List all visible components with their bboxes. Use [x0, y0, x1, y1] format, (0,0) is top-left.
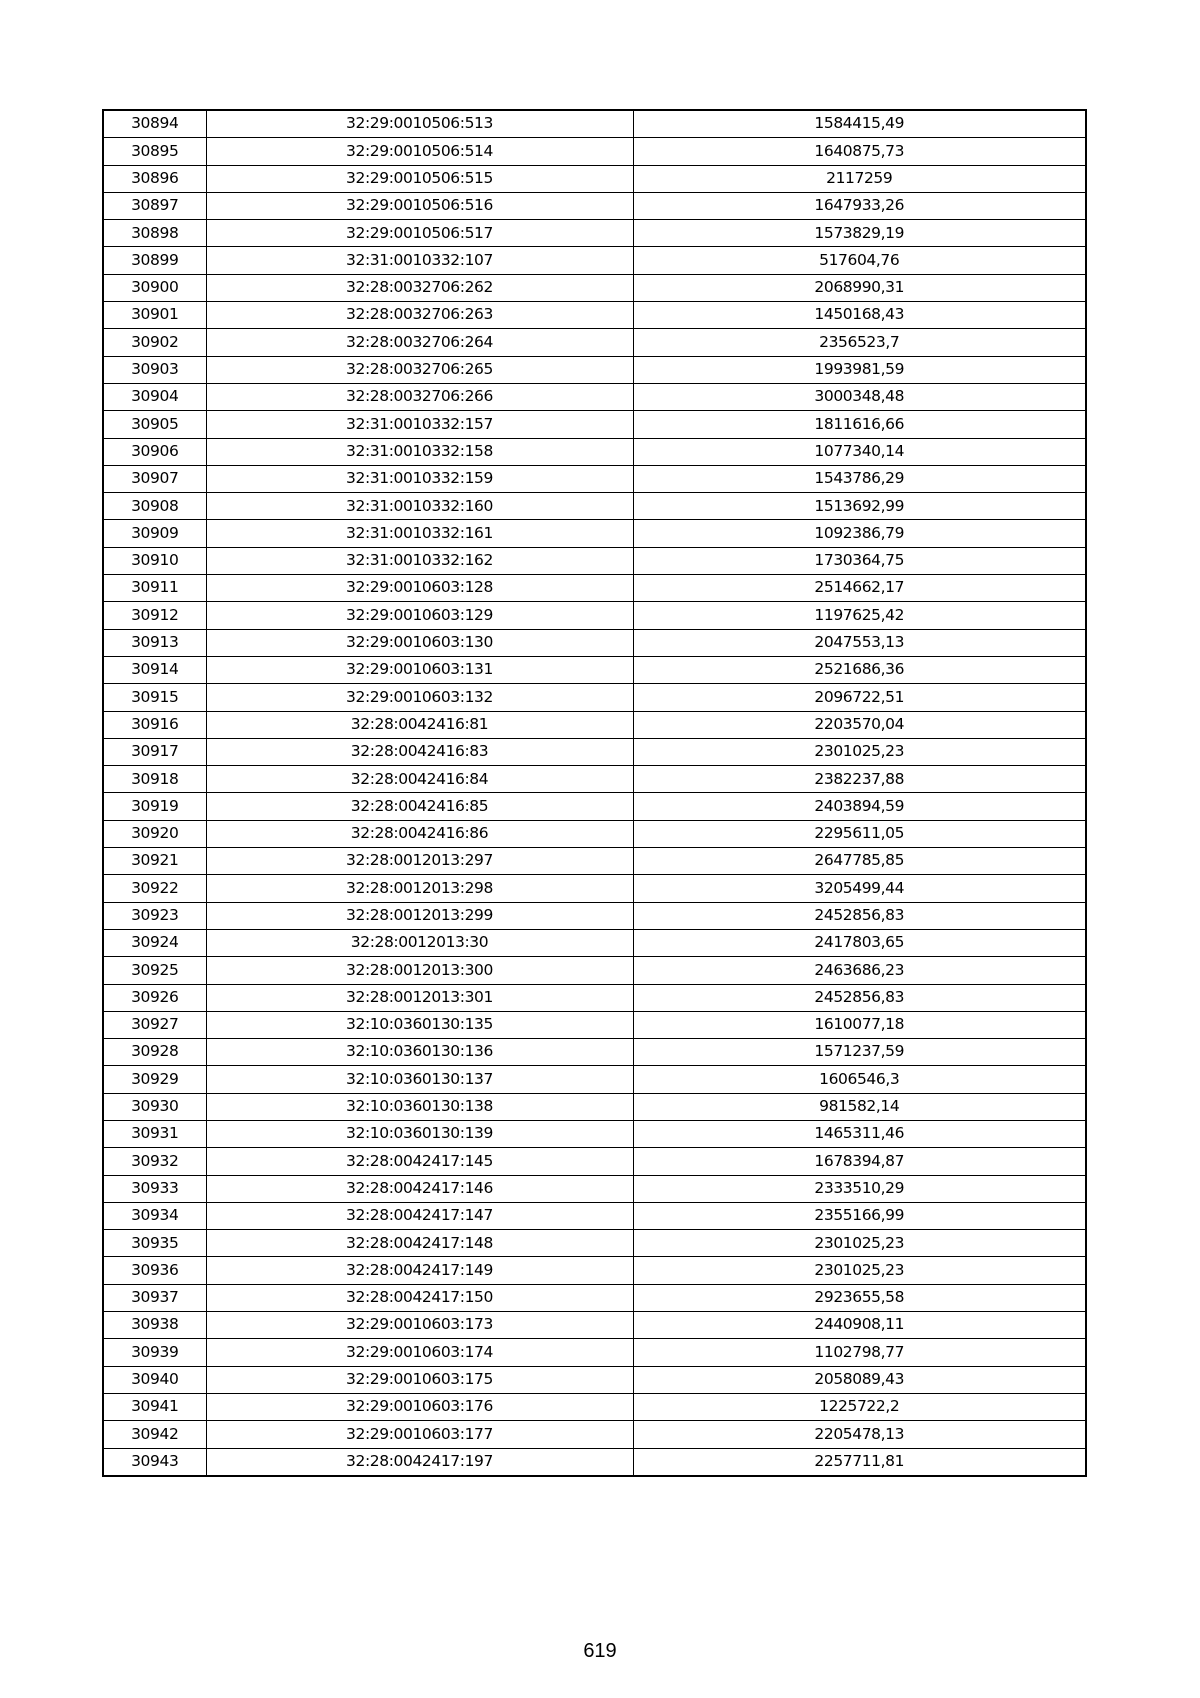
row-number-cell: 30897 [103, 192, 206, 219]
row-number-cell: 30924 [103, 929, 206, 956]
cadastral-number-cell: 32:31:0010332:157 [206, 411, 633, 438]
table-row [103, 1120, 1086, 1147]
row-number-cell: 30937 [103, 1284, 206, 1311]
cadastral-value-cell: 2463686,23 [633, 957, 1086, 984]
table-row [103, 575, 1086, 602]
row-number-cell: 30917 [103, 738, 206, 765]
table-row [103, 1312, 1086, 1339]
row-number-cell: 30910 [103, 547, 206, 574]
cadastral-number-cell: 32:10:0360130:139 [206, 1120, 633, 1147]
table-row [103, 493, 1086, 520]
cadastral-number-cell: 32:31:0010332:160 [206, 493, 633, 520]
row-number-cell: 30927 [103, 1011, 206, 1038]
row-number-cell: 30939 [103, 1339, 206, 1366]
cadastral-number-cell: 32:28:0032706:265 [206, 356, 633, 383]
cadastral-value-cell: 2096722,51 [633, 684, 1086, 711]
row-number-cell: 30901 [103, 302, 206, 329]
table-row [103, 302, 1086, 329]
table-row [103, 902, 1086, 929]
row-number-cell: 30922 [103, 875, 206, 902]
cadastral-value-cell: 2295611,05 [633, 820, 1086, 847]
cadastral-value-cell: 2301025,23 [633, 1257, 1086, 1284]
cadastral-number-cell: 32:28:0032706:264 [206, 329, 633, 356]
cadastral-value-cell: 2355166,99 [633, 1202, 1086, 1229]
table-row [103, 520, 1086, 547]
cadastral-value-cell: 1811616,66 [633, 411, 1086, 438]
cadastral-value-cell: 2203570,04 [633, 711, 1086, 738]
table-row [103, 356, 1086, 383]
cadastral-value-table [102, 109, 1087, 1477]
cadastral-value-cell: 2382237,88 [633, 766, 1086, 793]
table-row [103, 793, 1086, 820]
row-number-cell: 30914 [103, 656, 206, 683]
table-row [103, 1448, 1086, 1476]
row-number-cell: 30926 [103, 984, 206, 1011]
cadastral-number-cell: 32:10:0360130:137 [206, 1066, 633, 1093]
row-number-cell: 30943 [103, 1448, 206, 1476]
row-number-cell: 30941 [103, 1393, 206, 1420]
cadastral-value-cell: 1571237,59 [633, 1039, 1086, 1066]
row-number-cell: 30894 [103, 110, 206, 138]
cadastral-number-cell: 32:28:0042417:147 [206, 1202, 633, 1229]
cadastral-value-cell: 2047553,13 [633, 629, 1086, 656]
table-row [103, 929, 1086, 956]
cadastral-number-cell: 32:28:0042416:86 [206, 820, 633, 847]
cadastral-value-cell: 1543786,29 [633, 465, 1086, 492]
cadastral-number-cell: 32:28:0032706:262 [206, 274, 633, 301]
cadastral-number-cell: 32:29:0010603:174 [206, 1339, 633, 1366]
cadastral-number-cell: 32:28:0012013:301 [206, 984, 633, 1011]
cadastral-number-cell: 32:31:0010332:159 [206, 465, 633, 492]
table-row [103, 1339, 1086, 1366]
cadastral-value-cell: 2521686,36 [633, 656, 1086, 683]
table-row [103, 220, 1086, 247]
row-number-cell: 30906 [103, 438, 206, 465]
row-number-cell: 30919 [103, 793, 206, 820]
row-number-cell: 30902 [103, 329, 206, 356]
row-number-cell: 30907 [103, 465, 206, 492]
row-number-cell: 30900 [103, 274, 206, 301]
row-number-cell: 30899 [103, 247, 206, 274]
page-number: 619 [583, 1640, 617, 1662]
table-row [103, 1175, 1086, 1202]
cadastral-number-cell: 32:29:0010603:173 [206, 1312, 633, 1339]
table-row [103, 1284, 1086, 1311]
cadastral-number-cell: 32:28:0032706:263 [206, 302, 633, 329]
table-row [103, 383, 1086, 410]
row-number-cell: 30942 [103, 1421, 206, 1448]
cadastral-value-cell: 2452856,83 [633, 984, 1086, 1011]
table-row [103, 547, 1086, 574]
cadastral-number-cell: 32:29:0010603:176 [206, 1393, 633, 1420]
row-number-cell: 30903 [103, 356, 206, 383]
cadastral-value-cell: 2117259 [633, 165, 1086, 192]
table-row [103, 329, 1086, 356]
cadastral-value-cell: 1513692,99 [633, 493, 1086, 520]
cadastral-value-cell: 2452856,83 [633, 902, 1086, 929]
cadastral-number-cell: 32:29:0010603:130 [206, 629, 633, 656]
row-number-cell: 30933 [103, 1175, 206, 1202]
table-body [103, 110, 1086, 1476]
cadastral-number-cell: 32:29:0010506:517 [206, 220, 633, 247]
cadastral-value-cell: 1730364,75 [633, 547, 1086, 574]
row-number-cell: 30896 [103, 165, 206, 192]
cadastral-number-cell: 32:28:0012013:300 [206, 957, 633, 984]
cadastral-number-cell: 32:28:0042416:84 [206, 766, 633, 793]
cadastral-number-cell: 32:29:0010603:129 [206, 602, 633, 629]
row-number-cell: 30938 [103, 1312, 206, 1339]
table-row [103, 848, 1086, 875]
cadastral-value-cell: 2205478,13 [633, 1421, 1086, 1448]
table-row [103, 766, 1086, 793]
table-row [103, 684, 1086, 711]
cadastral-value-cell: 1640875,73 [633, 138, 1086, 165]
row-number-cell: 30930 [103, 1093, 206, 1120]
row-number-cell: 30915 [103, 684, 206, 711]
table-row [103, 656, 1086, 683]
table-row [103, 1230, 1086, 1257]
cadastral-number-cell: 32:28:0032706:266 [206, 383, 633, 410]
table-row [103, 411, 1086, 438]
cadastral-value-cell: 1102798,77 [633, 1339, 1086, 1366]
cadastral-value-cell: 2417803,65 [633, 929, 1086, 956]
table-row [103, 1066, 1086, 1093]
table-row [103, 1393, 1086, 1420]
cadastral-value-cell: 2301025,23 [633, 738, 1086, 765]
table-row [103, 465, 1086, 492]
cadastral-value-cell: 2403894,59 [633, 793, 1086, 820]
cadastral-value-cell: 1573829,19 [633, 220, 1086, 247]
row-number-cell: 30913 [103, 629, 206, 656]
row-number-cell: 30921 [103, 848, 206, 875]
cadastral-value-cell: 1197625,42 [633, 602, 1086, 629]
row-number-cell: 30895 [103, 138, 206, 165]
cadastral-number-cell: 32:28:0012013:299 [206, 902, 633, 929]
cadastral-number-cell: 32:29:0010603:128 [206, 575, 633, 602]
table-row [103, 110, 1086, 138]
row-number-cell: 30912 [103, 602, 206, 629]
cadastral-value-cell: 1077340,14 [633, 438, 1086, 465]
cadastral-number-cell: 32:31:0010332:107 [206, 247, 633, 274]
cadastral-number-cell: 32:28:0042417:149 [206, 1257, 633, 1284]
row-number-cell: 30905 [103, 411, 206, 438]
cadastral-value-cell: 1225722,2 [633, 1393, 1086, 1420]
row-number-cell: 30928 [103, 1039, 206, 1066]
cadastral-value-cell: 1584415,49 [633, 110, 1086, 138]
table-row [103, 711, 1086, 738]
row-number-cell: 30929 [103, 1066, 206, 1093]
cadastral-value-cell: 1678394,87 [633, 1148, 1086, 1175]
cadastral-number-cell: 32:29:0010506:515 [206, 165, 633, 192]
table-row [103, 438, 1086, 465]
cadastral-value-cell: 2333510,29 [633, 1175, 1086, 1202]
cadastral-number-cell: 32:28:0012013:30 [206, 929, 633, 956]
table-row [103, 1257, 1086, 1284]
table-row [103, 165, 1086, 192]
row-number-cell: 30934 [103, 1202, 206, 1229]
cadastral-number-cell: 32:29:0010603:177 [206, 1421, 633, 1448]
cadastral-number-cell: 32:28:0042416:85 [206, 793, 633, 820]
cadastral-number-cell: 32:28:0042417:148 [206, 1230, 633, 1257]
cadastral-value-cell: 1606546,3 [633, 1066, 1086, 1093]
table-row [103, 602, 1086, 629]
cadastral-number-cell: 32:29:0010506:516 [206, 192, 633, 219]
cadastral-number-cell: 32:31:0010332:158 [206, 438, 633, 465]
cadastral-value-cell: 2923655,58 [633, 1284, 1086, 1311]
table-row [103, 1202, 1086, 1229]
cadastral-number-cell: 32:28:0012013:297 [206, 848, 633, 875]
table-row [103, 192, 1086, 219]
row-number-cell: 30940 [103, 1366, 206, 1393]
row-number-cell: 30925 [103, 957, 206, 984]
cadastral-number-cell: 32:28:0042417:146 [206, 1175, 633, 1202]
cadastral-value-cell: 2440908,11 [633, 1312, 1086, 1339]
table-row [103, 138, 1086, 165]
table-row [103, 274, 1086, 301]
table-row [103, 1039, 1086, 1066]
cadastral-number-cell: 32:29:0010603:175 [206, 1366, 633, 1393]
cadastral-number-cell: 32:29:0010506:513 [206, 110, 633, 138]
row-number-cell: 30908 [103, 493, 206, 520]
cadastral-value-cell: 1993981,59 [633, 356, 1086, 383]
cadastral-value-cell: 3000348,48 [633, 383, 1086, 410]
table-row [103, 738, 1086, 765]
cadastral-value-cell: 1610077,18 [633, 1011, 1086, 1038]
cadastral-number-cell: 32:31:0010332:162 [206, 547, 633, 574]
table-row [103, 875, 1086, 902]
table-row [103, 629, 1086, 656]
cadastral-number-cell: 32:29:0010506:514 [206, 138, 633, 165]
cadastral-number-cell: 32:10:0360130:135 [206, 1011, 633, 1038]
cadastral-number-cell: 32:28:0042416:83 [206, 738, 633, 765]
cadastral-value-cell: 1450168,43 [633, 302, 1086, 329]
row-number-cell: 30916 [103, 711, 206, 738]
row-number-cell: 30898 [103, 220, 206, 247]
cadastral-value-cell: 2647785,85 [633, 848, 1086, 875]
cadastral-number-cell: 32:29:0010603:131 [206, 656, 633, 683]
cadastral-number-cell: 32:28:0042417:150 [206, 1284, 633, 1311]
row-number-cell: 30918 [103, 766, 206, 793]
row-number-cell: 30931 [103, 1120, 206, 1147]
cadastral-number-cell: 32:28:0042417:197 [206, 1448, 633, 1476]
cadastral-number-cell: 32:28:0042417:145 [206, 1148, 633, 1175]
cadastral-value-cell: 2514662,17 [633, 575, 1086, 602]
cadastral-value-cell: 1092386,79 [633, 520, 1086, 547]
cadastral-number-cell: 32:29:0010603:132 [206, 684, 633, 711]
cadastral-value-cell: 2257711,81 [633, 1448, 1086, 1476]
table-row [103, 247, 1086, 274]
cadastral-value-cell: 1465311,46 [633, 1120, 1086, 1147]
cadastral-value-cell: 981582,14 [633, 1093, 1086, 1120]
table-row [103, 1421, 1086, 1448]
row-number-cell: 30923 [103, 902, 206, 929]
row-number-cell: 30936 [103, 1257, 206, 1284]
cadastral-value-cell: 2068990,31 [633, 274, 1086, 301]
cadastral-number-cell: 32:28:0012013:298 [206, 875, 633, 902]
cadastral-value-cell: 517604,76 [633, 247, 1086, 274]
cadastral-value-cell: 1647933,26 [633, 192, 1086, 219]
table-row [103, 1148, 1086, 1175]
table-row [103, 984, 1086, 1011]
cadastral-number-cell: 32:10:0360130:136 [206, 1039, 633, 1066]
cadastral-value-cell: 2058089,43 [633, 1366, 1086, 1393]
table-row [103, 957, 1086, 984]
table-row [103, 820, 1086, 847]
row-number-cell: 30911 [103, 575, 206, 602]
row-number-cell: 30932 [103, 1148, 206, 1175]
row-number-cell: 30909 [103, 520, 206, 547]
cadastral-value-cell: 3205499,44 [633, 875, 1086, 902]
cadastral-number-cell: 32:31:0010332:161 [206, 520, 633, 547]
table-row [103, 1011, 1086, 1038]
cadastral-number-cell: 32:10:0360130:138 [206, 1093, 633, 1120]
row-number-cell: 30904 [103, 383, 206, 410]
table-row [103, 1093, 1086, 1120]
table-row [103, 1366, 1086, 1393]
row-number-cell: 30935 [103, 1230, 206, 1257]
cadastral-number-cell: 32:28:0042416:81 [206, 711, 633, 738]
cadastral-value-cell: 2356523,7 [633, 329, 1086, 356]
cadastral-value-cell: 2301025,23 [633, 1230, 1086, 1257]
row-number-cell: 30920 [103, 820, 206, 847]
